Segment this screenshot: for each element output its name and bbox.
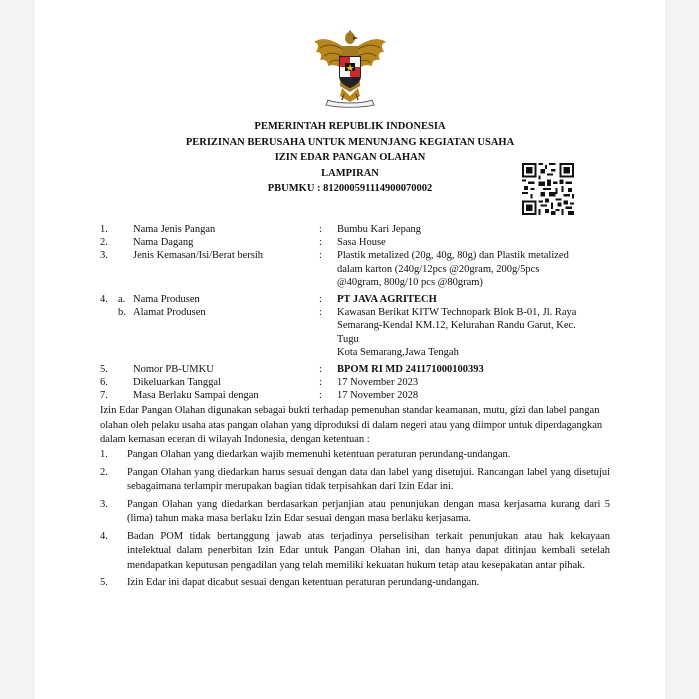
- field-value-line: Sasa House: [337, 237, 386, 249]
- field-label: Masa Berlaku Sampai dengan: [133, 390, 259, 402]
- field-value: [337, 376, 640, 389]
- term-number: 2.: [100, 466, 108, 478]
- field-colon: :: [319, 364, 322, 376]
- term-number: 3.: [100, 498, 108, 510]
- field-value-line: Kota Semarang,Jawa Tengah: [337, 346, 459, 358]
- field-label: Nama Jenis Pangan: [133, 224, 216, 235]
- field-label: Nama Produsen: [133, 294, 200, 306]
- field-colon: :: [319, 294, 322, 306]
- field-colon: :: [319, 250, 322, 262]
- qr-code-icon: [522, 163, 574, 215]
- term-item: [100, 466, 610, 495]
- field-value-line: Plastik metalized (20g, 40g, 80g) dan Plastik metalized: [337, 250, 569, 262]
- field-value-line: 17 November 2028: [337, 390, 419, 402]
- field-value: [337, 363, 640, 376]
- field-number: 3.: [100, 250, 108, 262]
- field-row: [100, 249, 640, 289]
- field-value: [337, 389, 640, 402]
- field-subletter: a.: [118, 294, 126, 306]
- field-label: Dikeluarkan Tanggal: [133, 377, 221, 389]
- field-number: 6.: [100, 377, 108, 389]
- term-number: 5.: [100, 577, 108, 588]
- field-value-line: Kawasan Berikat KITW Technopark Blok B-01, Jl. Raya: [337, 307, 577, 319]
- term-item: [100, 530, 610, 574]
- term-number: 4.: [100, 530, 108, 542]
- term-text: Pangan Olahan yang diedarkan berdasarkan perjanjian atau penunjukan dengan masa kerjasama kurang dari 5 (lima) tahun maka masa berlaku Izin Edar sesuai dengan masa berlaku kerjasama.: [127, 498, 610, 524]
- field-colon: :: [319, 237, 322, 249]
- field-number: 2.: [100, 237, 108, 249]
- field-value: [337, 249, 640, 289]
- field-number: 4.: [100, 294, 108, 306]
- term-number: 1.: [100, 449, 108, 460]
- field-value: [337, 223, 640, 236]
- term-item: [100, 576, 610, 591]
- term-text: Badan POM tidak bertanggung jawab atas terjadinya perselisihan terkait penunjukan atau hak kekayaan intelektual dalam penerbitan Izin Edar untuk Pangan Olahan ini, dan hanya dapat ditinjau kembali setelah mendapatkan keputusan pengadilan yang telah memiliki kekuatan hukum tetap atau kesepakatan antar pihak.: [127, 530, 610, 571]
- field-value: [337, 293, 640, 306]
- field-value-line: Semarang-Kendal KM.12, Kelurahan Randu Garut, Kec.: [337, 320, 576, 332]
- header-pbumku: PBUMKU : 812000591114900070002: [267, 183, 433, 194]
- field-row: [100, 376, 640, 389]
- field-row: [100, 293, 640, 306]
- product-details: [100, 223, 640, 403]
- header-licensing: PERIZINAN BERUSAHA UNTUK MENUNJANG KEGIATAN USAHA: [185, 136, 515, 148]
- term-text: Pangan Olahan yang diedarkan wajib memenuhi ketentuan peraturan perundang-undangan.: [127, 449, 511, 460]
- field-colon: :: [319, 224, 322, 235]
- field-row: [100, 306, 640, 359]
- field-row: [100, 223, 640, 236]
- field-value: [337, 306, 640, 359]
- field-value-line: PT JAVA AGRITECH: [337, 294, 437, 306]
- field-number: 5.: [100, 364, 108, 376]
- term-text: Pangan Olahan yang diedarkan harus sesuai dengan data dan label yang disetujui. Rancangan label yang disetujui sebagaimana terlampir merupakan bagian tidak terpisahkan dari Izin Edar ini.: [127, 466, 610, 492]
- field-value-line: 17 November 2023: [337, 377, 419, 389]
- field-value-line: dalam karton (240g/12pcs @20gram, 200g/5pcs: [337, 263, 540, 275]
- field-colon: :: [319, 307, 322, 319]
- field-colon: :: [319, 390, 322, 402]
- field-value: [337, 236, 640, 249]
- garuda-emblem-icon: [312, 26, 388, 108]
- header-government: PEMERINTAH REPUBLIK INDONESIA: [254, 121, 446, 132]
- field-value-line: Tugu: [337, 333, 359, 345]
- permit-intro-text: Izin Edar Pangan Olahan digunakan sebagai bukti terhadap pemenuhan standar keamanan, mutu, gizi dan label pangan olahan oleh pelaku usaha atas pangan olahan yang diproduksi di dalam negeri atau yang diimpor untuk diperdagangkan dalam kemasan eceran di wilayah Indonesia, dengan ketentuan :: [100, 405, 603, 445]
- term-text: Izin Edar ini dapat dicabut sesuai dengan ketentuan peraturan perundang-undangan.: [127, 577, 480, 588]
- field-subletter: b.: [118, 307, 126, 319]
- permit-terms-list: [100, 448, 610, 594]
- field-label: Nomor PB-UMKU: [133, 364, 214, 376]
- field-number: 7.: [100, 390, 108, 402]
- field-colon: :: [319, 377, 322, 389]
- field-label: Alamat Produsen: [133, 307, 206, 319]
- field-row: [100, 363, 640, 376]
- header-permit-title: IZIN EDAR PANGAN OLAHAN: [274, 152, 426, 163]
- term-item: [100, 448, 610, 463]
- field-row: [100, 236, 640, 249]
- field-label: Jenis Kemasan/Isi/Berat bersih: [133, 250, 264, 262]
- field-value-line: @40gram, 800g/10 pcs @80gram): [337, 276, 483, 288]
- field-value-line: BPOM RI MD 241171000100393: [337, 364, 484, 376]
- document-page: [35, 0, 665, 699]
- field-value-line: Bumbu Kari Jepang: [337, 224, 421, 235]
- field-label: Nama Dagang: [133, 237, 194, 249]
- field-row: [100, 389, 640, 402]
- field-number: 1.: [100, 224, 108, 235]
- term-item: [100, 498, 610, 527]
- header-attachment: LAMPIRAN: [321, 167, 379, 179]
